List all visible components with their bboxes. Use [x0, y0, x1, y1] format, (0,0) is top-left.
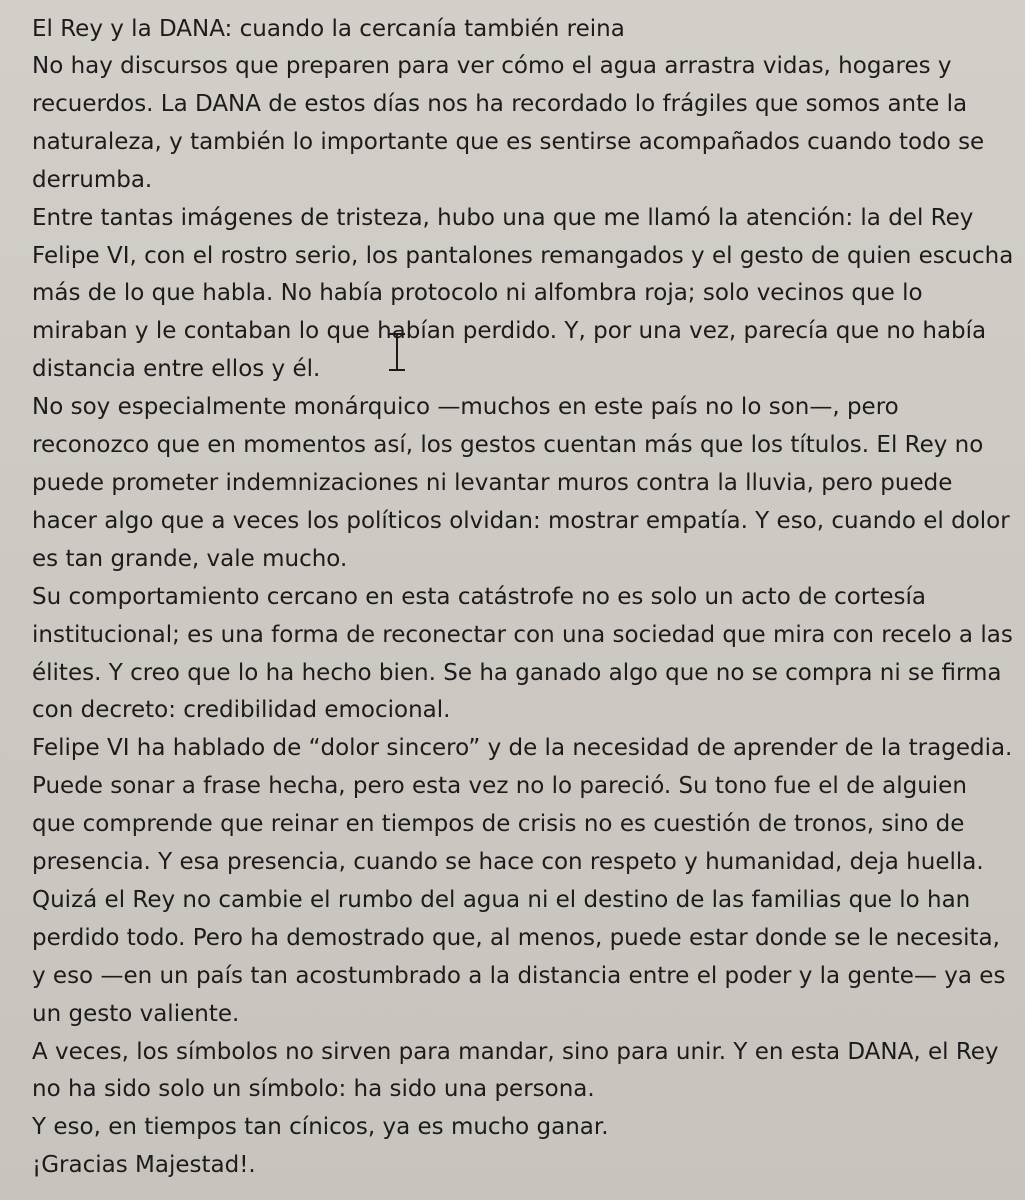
text-line: miraban y le contaban lo que habían perdido. Y, por una vez, parecía que no había [32, 318, 987, 345]
text-line: A veces, los símbolos no sirven para mandar, sino para unir. Y en esta DANA, el Rey [32, 1038, 999, 1065]
text-cursor-icon [386, 332, 408, 372]
text-line: reconozco que en momentos así, los gestos cuentan más que los títulos. El Rey no [32, 432, 984, 459]
text-line: Puede sonar a frase hecha, pero esta vez no lo pareció. Su tono fue el de alguien [32, 773, 967, 800]
text-line: Y eso, en tiempos tan cínicos, ya es mucho ganar. [32, 1114, 609, 1141]
document-title: El Rey y la DANA: cuando la cercanía también reina [32, 16, 625, 42]
text-line: más de lo que habla. No había protocolo ni alfombra roja; solo vecinos que lo [32, 280, 923, 307]
text-line: No soy especialmente monárquico —muchos en este país no lo son—, pero [32, 394, 899, 421]
text-line: que comprende que reinar en tiempos de crisis no es cuestión de tronos, sino de [32, 811, 965, 838]
text-line: élites. Y creo que lo ha hecho bien. Se ha ganado algo que no se compra ni se firma [32, 659, 1002, 686]
text-line: naturaleza, y también lo importante que es sentirse acompañados cuando todo se [32, 128, 985, 155]
document-body[interactable] [32, 10, 1025, 1185]
text-line: Felipe VI, con el rostro serio, los pantalones remangados y el gesto de quien escucha [32, 242, 1014, 269]
text-line: con decreto: credibilidad emocional. [32, 697, 451, 724]
text-line: no ha sido solo un símbolo: ha sido una persona. [32, 1076, 595, 1103]
text-line: hacer algo que a veces los políticos olvidan: mostrar empatía. Y eso, cuando el dolor [32, 507, 1010, 534]
text-line: y eso —en un país tan acostumbrado a la distancia entre el poder y la gente— ya es [32, 962, 1006, 989]
text-line: un gesto valiente. [32, 1000, 240, 1027]
text-line: perdido todo. Pero ha demostrado que, al menos, puede estar donde se le necesita, [32, 924, 1000, 951]
text-line: Quizá el Rey no cambie el rumbo del agua ni el destino de las familias que lo han [32, 886, 971, 913]
text-line: Felipe VI ha hablado de “dolor sincero” y de la necesidad de aprender de la tragedia. [32, 735, 1013, 762]
text-line: distancia entre ellos y él. [32, 356, 321, 383]
text-line: ¡Gracias Majestad!. [32, 1152, 256, 1179]
text-line: No hay discursos que preparen para ver cómo el agua arrastra vidas, hogares y [32, 53, 952, 79]
text-line: institucional; es una forma de reconectar con una sociedad que mira con recelo a las [32, 621, 1013, 648]
text-line: presencia. Y esa presencia, cuando se hace con respeto y humanidad, deja huella. [32, 849, 984, 876]
text-line: derrumba. [32, 166, 153, 193]
text-line: es tan grande, vale mucho. [32, 545, 348, 572]
text-line: Entre tantas imágenes de tristeza, hubo una que me llamó la atención: la del Rey [32, 204, 974, 231]
text-line: Su comportamiento cercano en esta catástrofe no es solo un acto de cortesía [32, 583, 926, 610]
text-line: recuerdos. La DANA de estos días nos ha recordado lo frágiles que somos ante la [32, 90, 968, 117]
text-line: puede prometer indemnizaciones ni levantar muros contra la lluvia, pero puede [32, 469, 953, 496]
